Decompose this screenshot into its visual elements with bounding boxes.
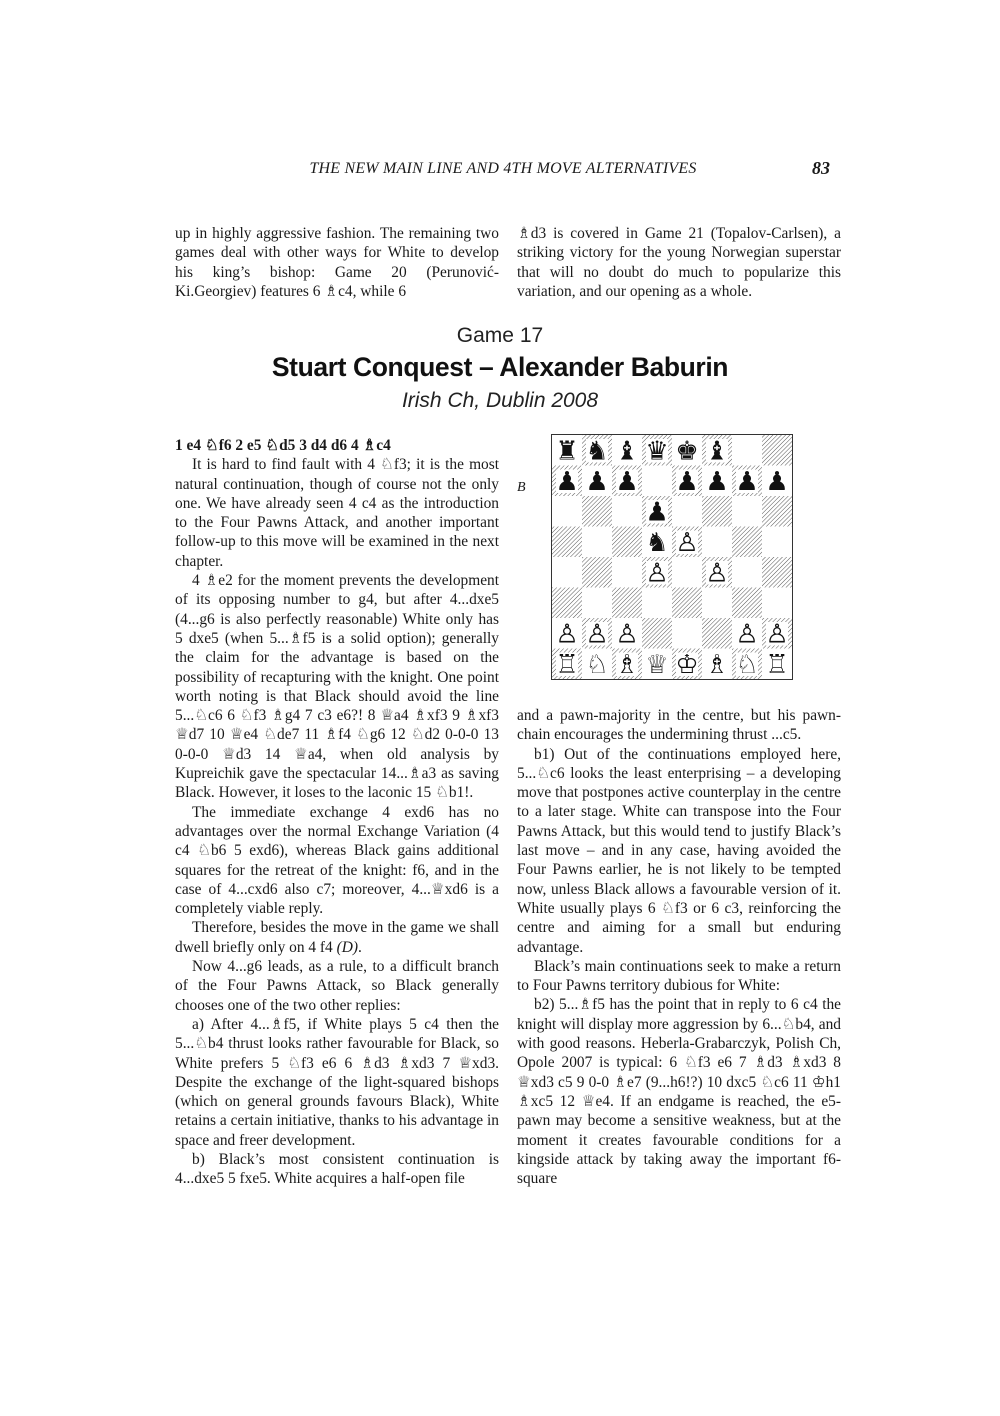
square-g3 (732, 588, 762, 619)
white-pawn-icon: ♙ (735, 619, 759, 650)
black-bishop-icon: ♝ (705, 436, 729, 467)
game-event: Irish Ch, Dublin 2008 (401, 389, 599, 412)
square-f5 (702, 527, 732, 558)
square-d3 (642, 588, 672, 619)
square-h8 (762, 435, 792, 466)
square-a3 (552, 588, 582, 619)
white-pawn-icon: ♙ (555, 619, 579, 650)
black-pawn-icon: ♟ (645, 497, 669, 528)
moves-heading: 1 e4 ♘f6 2 e5 ♘d5 3 d4 d6 4 ♗c4 (175, 437, 391, 454)
square-h4 (762, 557, 792, 588)
paragraph: It is hard to find fault with 4 ♘f3; it is the most natural continuation, though of course not the only one. We have already seen 4 c4 as the introduction to the Four Pawns Attack, and another important follow-up to this move will be examined in the next chapter. (175, 456, 499, 570)
square-d2 (642, 618, 672, 649)
black-knight-icon: ♞ (585, 436, 609, 467)
square-h5 (762, 527, 792, 558)
white-king-icon: ♔ (675, 649, 699, 679)
square-c6 (612, 496, 642, 527)
game-label: Game 17 (456, 324, 544, 347)
square-f2 (702, 618, 732, 649)
intro-right-column (517, 224, 841, 301)
white-knight-icon: ♘ (735, 649, 759, 679)
square-b3 (582, 588, 612, 619)
left-text-column (175, 436, 499, 1189)
square-e6 (672, 496, 702, 527)
square-h3 (762, 588, 792, 619)
black-bishop-icon: ♝ (615, 436, 639, 467)
white-queen-icon: ♕ (645, 649, 669, 679)
white-bishop-icon: ♗ (615, 649, 639, 679)
square-h6 (762, 496, 792, 527)
square-g8 (732, 435, 762, 466)
square-b6 (582, 496, 612, 527)
paragraph: a) After 4...♗f5, if White plays 5 c4 then the 5...♘b4 thrust looks rather favourable for Black, so White prefers 5 ♘f3 e6 6 ♗d3 ♗xd3 7 ♕xd3. Despite the exchange of the light-squared bishops (which on general grounds favours Black), White retains a certain initiative, thanks to his advantage in space and freer development. (175, 1015, 499, 1149)
paragraph: Black’s main continuations seek to make a return to Four Pawns territory dubious for White: (517, 957, 841, 995)
square-c3 (612, 588, 642, 619)
black-queen-icon: ♛ (645, 436, 669, 467)
black-pawn-icon: ♟ (765, 466, 789, 497)
black-pawn-icon: ♟ (675, 466, 699, 497)
square-a6 (552, 496, 582, 527)
paragraph: b1) Out of the continuations employed here, 5...♘c6 looks the least enterprising – a developing move that postpones active counterplay in the centre to a later stage. White can transpose into the Four Pawns Attack, but this would tend to justify Black’s last move – and in any case, having avoided the Four Pawns earlier, he is not likely to be tempted now, unless Black allows a favourable version of it. White usually plays 6 ♘f3 or 6 c3, reinforcing the centre and aiming for a small but enduring advantage. (517, 745, 841, 956)
square-c5 (612, 527, 642, 558)
black-pawn-icon: ♟ (585, 466, 609, 497)
paragraph: 4 ♗e2 for the moment prevents the development of its opposing number to g4, but after 4...dxe5 (4...g6 is also perfectly reasonable) White only has 5 dxe5 (when 5...♗f5 is a solid option); generally the claim for the advantage is based on the possibility of recapturing with the knight. One point worth noting is that Black should avoid the line 5...♘c6 6 ♘f3 ♗g4 7 c3 e6?! 8 ♕a4 ♗xf3 9 ♗xf3 ♕d7 10 ♕e4 ♘de7 11 ♗f4 ♘g6 12 ♘d2 0-0-0 13 0-0-0 ♕d3 14 ♕a4, when old analysis by Kupreichik gave the spectacular 14...♗a3 as saving Black. However, it loses to the laconic 15 ♘b1!. (175, 572, 499, 802)
white-pawn-icon: ♙ (615, 619, 639, 650)
square-d7 (642, 466, 672, 497)
square-e3 (672, 588, 702, 619)
square-b5 (582, 527, 612, 558)
running-head-title: THE NEW MAIN LINE AND 4TH MOVE ALTERNATIVES (309, 160, 697, 177)
square-b4 (582, 557, 612, 588)
paragraph-dwell (175, 918, 499, 957)
square-f3 (702, 588, 732, 619)
paragraph: Now 4...g6 leads, as a rule, to a difficult branch of the Four Pawns Attack, so Black generally chooses one of the two other replies: (175, 958, 499, 1014)
square-c4 (612, 557, 642, 588)
square-a5 (552, 527, 582, 558)
square-e4 (672, 557, 702, 588)
white-rook-icon: ♖ (555, 649, 579, 679)
square-g4 (732, 557, 762, 588)
white-pawn-icon: ♙ (675, 527, 699, 558)
black-knight-icon: ♞ (645, 527, 669, 558)
black-pawn-icon: ♟ (555, 466, 579, 497)
intro-left-column (175, 224, 499, 301)
white-pawn-icon: ♙ (765, 619, 789, 650)
square-g5 (732, 527, 762, 558)
white-pawn-icon: ♙ (585, 619, 609, 650)
paragraph: The immediate exchange 4 exd6 has no advantages over the normal Exchange Variation (4 c4 ♘b6 5 exd6), whereas Black gains additional squares for the retreat of the knight: f6, and in the case of 4...cxd6 also c7; moreover, 4...♕xd6 is a completely viable reply. (175, 803, 499, 918)
square-e2 (672, 618, 702, 649)
square-f6 (702, 496, 732, 527)
white-pawn-icon: ♙ (645, 558, 669, 589)
page-number: 83 (812, 158, 830, 178)
diagram-reference: (D) (336, 938, 358, 956)
chess-board (552, 435, 792, 679)
dwell-end: . (357, 938, 362, 956)
paragraph: and a pawn-majority in the centre, but his pawn-chain encourages the undermining thrust ...c5. (517, 707, 841, 744)
paragraph: b) Black’s most consistent continuation is 4...dxe5 5 fxe5. White acquires a half-open file (175, 1150, 499, 1188)
right-text-column (517, 706, 841, 1188)
white-knight-icon: ♘ (585, 649, 609, 679)
square-g6 (732, 496, 762, 527)
intro-left-text: up in highly aggressive fashion. The remaining two games deal with other ways for White to develop his king’s bishop: Game 20 (Perunović-Ki.Georgiev) features 6 ♗c4, while 6 (175, 225, 499, 300)
square-a4 (552, 557, 582, 588)
dwell-text: Therefore, besides the move in the game we shall dwell briefly only on 4 f4 (175, 919, 499, 956)
white-pawn-icon: ♙ (705, 558, 729, 589)
paragraph: b2) 5...♗f5 has the point that in reply to 6 c4 the knight will display more aggression by 6...♘b4, and with good reasons. Heberla-Grabarczyk, Polish Ch, Opole 2007 is typical: 6 ♘f3 e6 7 ♗d3 ♗xd3 8 ♕xd3 c5 9 0-0 ♗e7 (9...h6!?) 10 dxc5 ♘c6 11 ♔h1 ♗xc5 12 ♕e4. If an endgame is reached, the e5-pawn may become a sensitive weakness, but at the moment it creates favourable conditions for a kingside attack by taking away the important f6-square (517, 996, 841, 1188)
black-pawn-icon: ♟ (705, 466, 729, 497)
intro-right-text: ♗d3 is covered in Game 21 (Topalov-Carlsen), a striking victory for the young Norwegian superstar that will no doubt do much to popularize this variation, and our opening as a whole. (517, 225, 841, 300)
chess-diagram (551, 434, 793, 680)
game-players-title: Stuart Conquest – Alexander Baburin (271, 352, 729, 382)
black-pawn-icon: ♟ (615, 466, 639, 497)
black-king-icon: ♚ (675, 436, 699, 467)
white-bishop-icon: ♗ (705, 649, 729, 679)
side-to-move-label: B (517, 480, 526, 495)
white-rook-icon: ♖ (765, 649, 789, 679)
black-rook-icon: ♜ (555, 436, 579, 467)
black-pawn-icon: ♟ (735, 466, 759, 497)
